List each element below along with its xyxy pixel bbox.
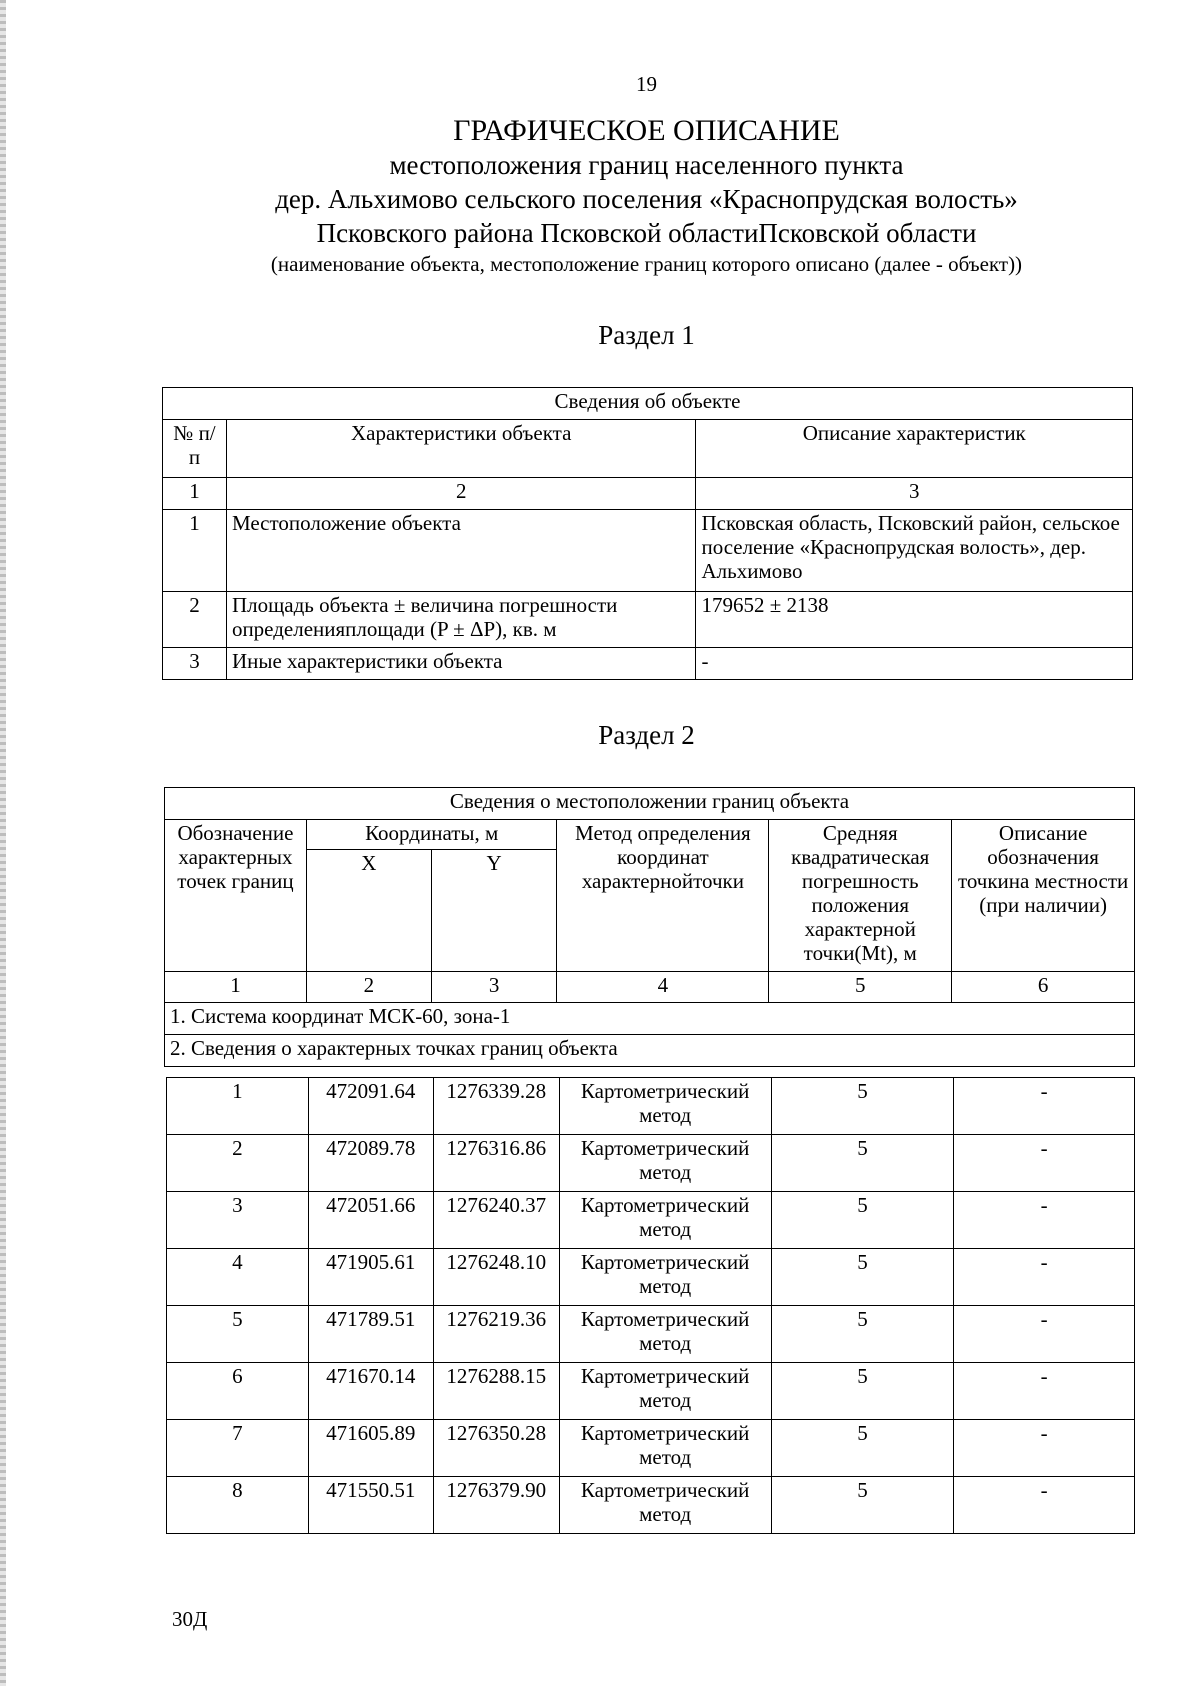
row-number: 2 (163, 592, 227, 648)
point-id: 6 (167, 1363, 309, 1420)
point-y: 1276316.86 (433, 1135, 559, 1192)
col-number: 4 (557, 972, 769, 1003)
table-row (167, 1192, 1135, 1249)
point-error: 5 (771, 1192, 954, 1249)
header-x: X (306, 850, 431, 972)
document-title: ГРАФИЧЕСКОЕ ОПИСАНИЕ (453, 114, 840, 147)
boundary-table-title: Сведения о местоположении границ объекта (165, 788, 1135, 820)
point-y: 1276248.10 (433, 1249, 559, 1306)
point-y: 1276240.37 (433, 1192, 559, 1249)
point-x: 471550.51 (308, 1477, 433, 1534)
point-description: - (954, 1420, 1135, 1477)
title-line-1: местоположения границ населенного пункта (389, 150, 904, 180)
point-y: 1276219.36 (433, 1306, 559, 1363)
point-error: 5 (771, 1249, 954, 1306)
row-number: 1 (163, 510, 227, 592)
table-row (167, 1363, 1135, 1420)
row-description: 179652 ± 2138 (696, 592, 1133, 648)
point-y: 1276339.28 (433, 1078, 559, 1135)
point-id: 3 (167, 1192, 309, 1249)
point-error: 5 (771, 1363, 954, 1420)
col-number: 6 (952, 972, 1135, 1003)
point-description: - (954, 1363, 1135, 1420)
title-block (0, 114, 1200, 278)
table-row (163, 510, 1133, 592)
point-method: Картометрический метод (559, 1477, 771, 1534)
points-subtitle: 2. Сведения о характерных точках границ объекта (165, 1035, 1135, 1067)
point-description: - (954, 1249, 1135, 1306)
title-line-3: Псковского района Псковской областиПсковской области (316, 218, 977, 248)
col-number: 3 (696, 478, 1133, 510)
point-y: 1276288.15 (433, 1363, 559, 1420)
point-error: 5 (771, 1078, 954, 1135)
point-description: - (954, 1306, 1135, 1363)
header-y: Y (431, 850, 557, 972)
point-x: 471605.89 (308, 1420, 433, 1477)
header-method: Метод определения координат характернойточки (557, 820, 769, 972)
col-number: 3 (431, 972, 557, 1003)
point-description: - (954, 1477, 1135, 1534)
header-points: Обозначение характерных точек границ (165, 820, 307, 972)
table-row (167, 1135, 1135, 1192)
point-description: - (954, 1135, 1135, 1192)
point-error: 5 (771, 1477, 954, 1534)
table-row (163, 592, 1133, 648)
header-point-description: Описание обозначения точкина местности (при наличии) (952, 820, 1135, 972)
point-y: 1276379.90 (433, 1477, 559, 1534)
point-id: 7 (167, 1420, 309, 1477)
point-description: - (954, 1192, 1135, 1249)
point-method: Картометрический метод (559, 1420, 771, 1477)
title-line-2: дер. Альхимово сельского поселения «Краснопрудская волость» (275, 184, 1018, 214)
col-number: 2 (226, 478, 696, 510)
point-y: 1276350.28 (433, 1420, 559, 1477)
point-error: 5 (771, 1306, 954, 1363)
boundary-points-table (166, 1077, 1135, 1534)
object-info-table (162, 387, 1133, 680)
row-description: - (696, 648, 1133, 680)
header-error: Средняя квадратическая погрешность положения характерной точки(Mt), м (769, 820, 952, 972)
point-x: 472089.78 (308, 1135, 433, 1192)
point-description: - (954, 1078, 1135, 1135)
row-number: 3 (163, 648, 227, 680)
section-1-title: Раздел 1 (598, 320, 695, 350)
header-number: № п/п (163, 420, 227, 478)
boundary-table-header (164, 787, 1135, 1067)
point-x: 471670.14 (308, 1363, 433, 1420)
table-row (167, 1249, 1135, 1306)
section-2-title: Раздел 2 (598, 720, 695, 750)
coordinate-system: 1. Система координат МСК-60, зона-1 (165, 1003, 1135, 1035)
point-method: Картометрический метод (559, 1192, 771, 1249)
table-row (167, 1477, 1135, 1534)
header-characteristic: Характеристики объекта (226, 420, 696, 478)
point-error: 5 (771, 1420, 954, 1477)
page-number: 19 (636, 72, 657, 96)
header-description: Описание характеристик (696, 420, 1133, 478)
header-coordinates: Координаты, м (306, 820, 557, 850)
row-description: Псковская область, Псковский район, сельское поселение «Краснопрудская волость», дер. Альхимово (696, 510, 1133, 592)
point-method: Картометрический метод (559, 1078, 771, 1135)
point-method: Картометрический метод (559, 1363, 771, 1420)
row-characteristic: Площадь объекта ± величина погрешности определенияплощади (P ± ΔP), кв. м (226, 592, 696, 648)
point-id: 4 (167, 1249, 309, 1306)
table-row (167, 1420, 1135, 1477)
footer-code: 30Д (172, 1607, 208, 1631)
title-note: (наименование объекта, местоположение границ которого описано (далее - объект)) (270, 252, 1023, 276)
row-characteristic: Иные характеристики объекта (226, 648, 696, 680)
point-x: 472091.64 (308, 1078, 433, 1135)
point-id: 8 (167, 1477, 309, 1534)
col-number: 2 (306, 972, 431, 1003)
point-x: 471905.61 (308, 1249, 433, 1306)
point-id: 5 (167, 1306, 309, 1363)
point-method: Картометрический метод (559, 1135, 771, 1192)
table-row (167, 1306, 1135, 1363)
object-info-table-title: Сведения об объекте (163, 388, 1133, 420)
col-number: 1 (163, 478, 227, 510)
point-method: Картометрический метод (559, 1249, 771, 1306)
table-row (167, 1078, 1135, 1135)
col-number: 1 (165, 972, 307, 1003)
col-number: 5 (769, 972, 952, 1003)
table-row (163, 648, 1133, 680)
row-characteristic: Местоположение объекта (226, 510, 696, 592)
point-x: 472051.66 (308, 1192, 433, 1249)
point-x: 471789.51 (308, 1306, 433, 1363)
point-method: Картометрический метод (559, 1306, 771, 1363)
point-id: 2 (167, 1135, 309, 1192)
point-id: 1 (167, 1078, 309, 1135)
point-error: 5 (771, 1135, 954, 1192)
